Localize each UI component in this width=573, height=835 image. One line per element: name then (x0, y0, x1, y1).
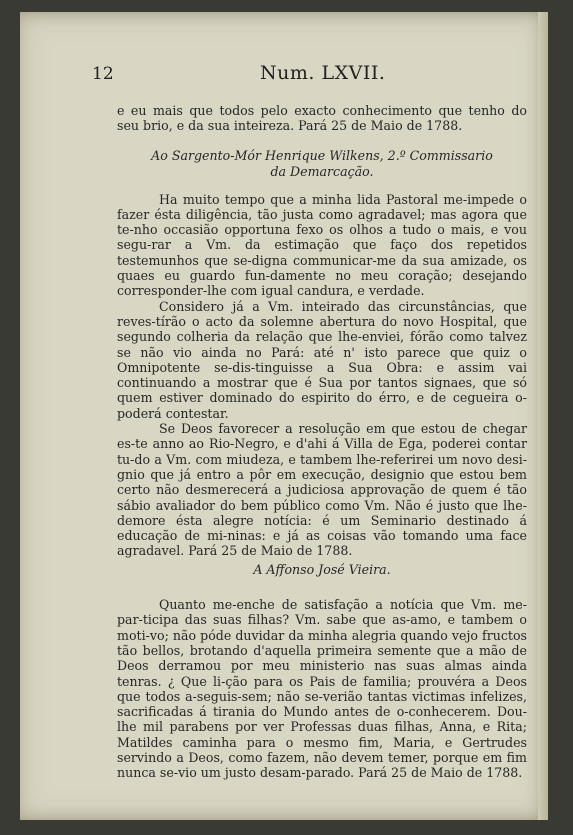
page-number: 12 (92, 64, 114, 84)
issue-number-title: Num. LXVII. (260, 62, 386, 84)
paragraph: Quanto me-enche de satisfação a notícia que Vm. me-par-ticipa das suas filhas? Vm. sabe que as-amo, e tambem o moti-vo; não póde duvidar da minha alegria quando vejo fructos tão bellos, brotando d'aquella primeira semente que a mão de Deos derramou por meu ministerio nas suas almas ainda tenras. ¿ Que li-ção para os Pais de familia; prouvéra a Deos que todos a-seguis-sem; não se-verião tantas victimas infelizes, sacrificadas á tirania do Mundo antes de o-conhecerem. Dou-lhe mil parabens por ver Professas duas filhas, Anna, e Rita; Matildes caminha para o mesmo fim, Maria, e Gertrudes servindo a Deos, como fazem, não devem temer, porque em fim nunca se-vio um justo desam-parado. Pará 25 de Maio de 1788. (117, 597, 527, 781)
letter-closing-paragraph: e eu mais que todos pelo exacto conhecimento que tenho do seu brio, e da sua inteireza. Pará 25 de Maio de 1788. (117, 103, 527, 134)
letter-salutation: A Affonso José Vieira. (253, 561, 391, 577)
salutation-line-2: da Demarcação. (270, 163, 374, 179)
paragraph: Se Deos favorecer a resolução em que estou de chegar es-te anno ao Rio-Negro, e d'ahi á Villa de Ega, poderei contar tu-do a Vm. com miudeza, e tambem lhe-referirei um novo desi-gnio que já entro a pôr em execução, designio que estou bem certo não desmerecerá a judiciosa approvação de quem é tão sábio avaliador do bem público como Vm. Não é justo que lhe-demore ésta alegre notícia: é um Seminario destinado á educação de mi-ninas: e já as coisas vão tomando uma face agradavel. Pará 25 de Maio de 1788. (117, 421, 527, 559)
paragraph: Considero já a Vm. inteirado das circunstâncias, que reves-tírão o acto da solemne abertura do novo Hospital, que segundo colheria da relação que lhe-enviei, fórão como talvez se não vio ainda no Pará: até n' isto parece que quiz o Omnipotente se-dis-tinguisse a Sua Obra: e assim vai continuando a mostrar que é Sua por tantos signaes, que só quem estiver dominado do espirito do érro, e de cegueira o-poderá contestar. (117, 298, 527, 421)
page-edge (538, 12, 548, 820)
salutation-line-1: Ao Sargento-Mór Henrique Wilkens, 2.º Commissario (151, 147, 493, 163)
body-text (117, 103, 527, 781)
paragraph: Ha muito tempo que a minha lida Pastoral me-impede o fazer ésta diligência, tão justa como agradavel; mas agora que te-nho occasião opportuna fexo os olhos a tudo o mais, e vou segu-rar a Vm. da estimação que faço dos repetidos testemunhos que se-digna communicar-me da sua amizade, os quaes eu guardo fun-damente no meu coração; desejando corresponder-lhe com igual candura, e verdade. (117, 191, 527, 299)
page-header (92, 62, 512, 86)
letter-salutation (117, 148, 527, 180)
